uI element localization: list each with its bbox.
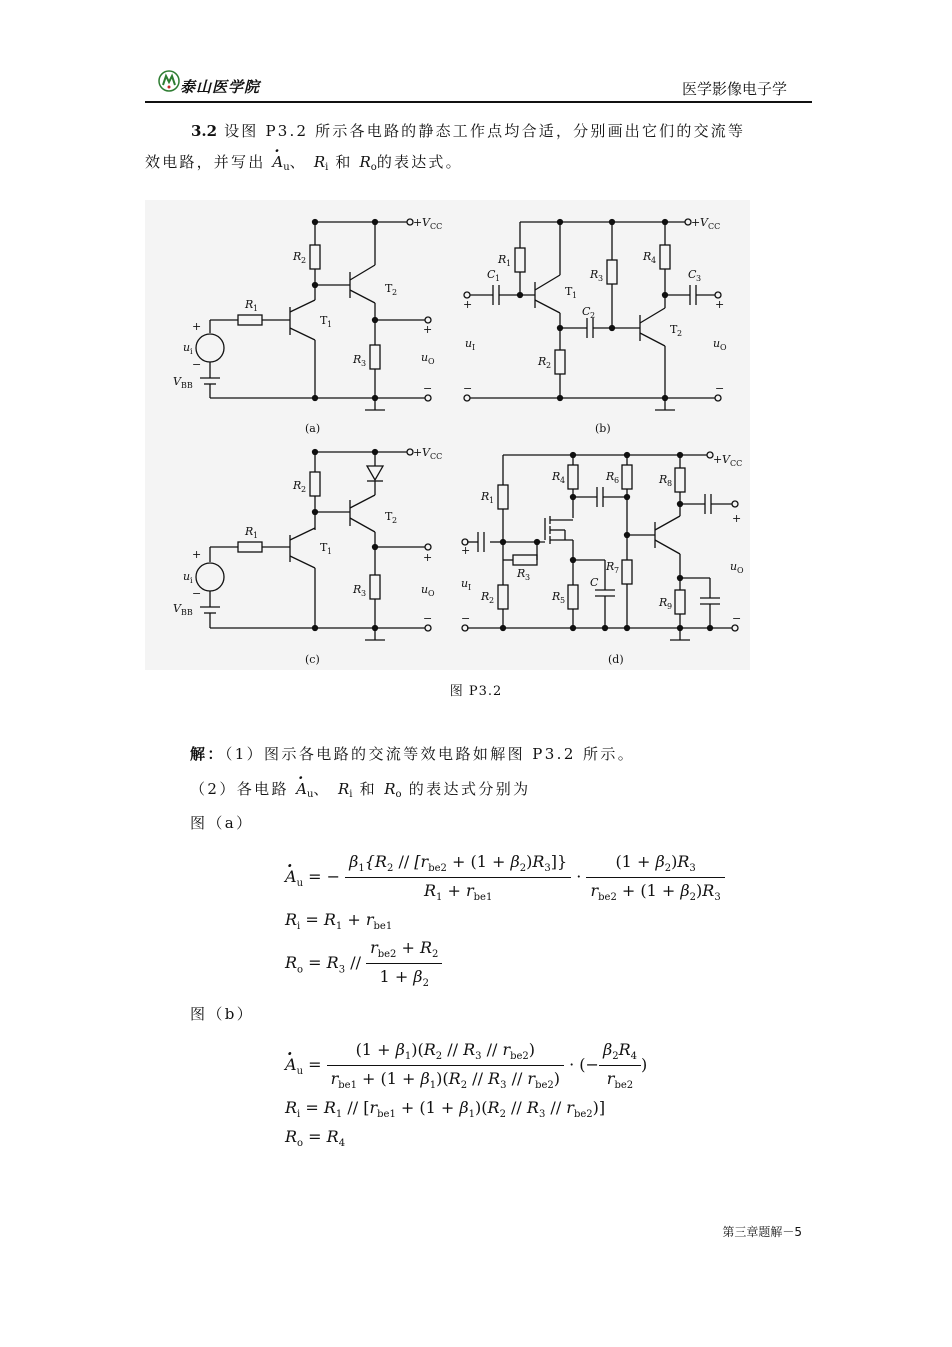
svg-text:T: T [320, 314, 328, 327]
svg-text:−: − [192, 358, 202, 371]
svg-text:u: u [183, 570, 191, 583]
answer-line2a: （2）各电路 [190, 780, 289, 798]
course-title: 医学影像电子学 [681, 80, 787, 98]
page-footer: 第三章题解－5 [722, 1225, 802, 1239]
svg-text:R: R [293, 250, 302, 263]
panel-label-a: (a) [305, 422, 321, 435]
problem-text-line2d: 的表达式。 [376, 153, 463, 171]
svg-text:C: C [582, 305, 591, 318]
answer-line2c: 和 [359, 780, 378, 798]
svg-text:u: u [713, 337, 721, 350]
svg-text:R: R [552, 590, 561, 603]
svg-text:−: − [715, 382, 725, 395]
svg-text:I: I [472, 343, 476, 352]
svg-text:6: 6 [614, 476, 620, 485]
circuit-figure [145, 200, 750, 670]
problem-text-line1: 设图 P3.2 所示各电路的静态工作点均合适，分别画出它们的交流等 [224, 122, 746, 140]
svg-text:5: 5 [560, 596, 566, 605]
svg-text:−: − [732, 612, 742, 625]
svg-text:9: 9 [667, 602, 673, 611]
answer-lead: 解： [190, 745, 225, 763]
svg-text:3: 3 [696, 274, 702, 283]
answer-line2 [190, 778, 531, 800]
panel-label-b: (b) [595, 422, 611, 435]
svg-text:R: R [517, 567, 526, 580]
svg-text:R: R [293, 479, 302, 492]
svg-text:R: R [245, 298, 254, 311]
svg-text:u: u [421, 351, 429, 364]
svg-text:+: + [461, 544, 471, 557]
svg-text:+: + [423, 323, 433, 336]
eq-b-ro: $R_o = R_4$ [285, 1127, 346, 1150]
svg-text:3: 3 [361, 359, 367, 368]
svg-text:V: V [722, 453, 730, 466]
panel-label-c: (c) [305, 653, 320, 666]
svg-text:7: 7 [614, 566, 620, 575]
svg-text:−: − [461, 612, 471, 625]
answer-line1 [190, 743, 635, 764]
svg-text:1: 1 [253, 304, 259, 313]
symbol-ro: $R_o$ [359, 153, 377, 173]
svg-text:O: O [720, 343, 727, 352]
symbol-au: · $A_u$ [272, 147, 289, 183]
svg-text:4: 4 [560, 476, 566, 485]
answer-line1-text: （1）图示各电路的交流等效电路如解图 P3.2 所示。 [224, 745, 636, 763]
svg-text:1: 1 [572, 291, 578, 300]
svg-text:R: R [590, 268, 599, 281]
answer-symbol-ri: $R_i$ [338, 780, 353, 800]
svg-text:T: T [385, 282, 393, 295]
svg-text:2: 2 [489, 596, 495, 605]
svg-text:R: R [538, 355, 547, 368]
svg-text:+: + [713, 453, 723, 466]
answer-symbol-ro: $R_o$ [384, 780, 402, 800]
eq-a-ri: $R_i = R_1 + r_{be1}$ [285, 910, 393, 933]
svg-text:2: 2 [392, 288, 398, 297]
svg-text:+: + [413, 216, 423, 229]
svg-text:T: T [565, 285, 573, 298]
svg-text:2: 2 [546, 361, 552, 370]
eq-b-ri: $R_i = R_1 // [r_{be1} + (1 + \beta_1)(R_2 // R_3 // r_{be2})]$ [285, 1098, 606, 1121]
svg-text:+: + [463, 298, 473, 311]
svg-text:i: i [190, 576, 193, 585]
problem-number: 3.2 [191, 122, 218, 140]
svg-text:BB: BB [181, 608, 193, 617]
svg-text:2: 2 [677, 329, 683, 338]
svg-text:1: 1 [495, 274, 501, 283]
svg-text:+: + [691, 216, 701, 229]
svg-text:+: + [732, 512, 742, 525]
svg-text:−: − [423, 382, 433, 395]
school-name: 泰山医学院 [180, 78, 261, 96]
svg-text:+: + [192, 548, 202, 561]
svg-text:−: − [192, 587, 202, 600]
svg-text:T: T [320, 541, 328, 554]
svg-text:CC: CC [430, 452, 443, 461]
svg-text:1: 1 [327, 320, 333, 329]
svg-text:2: 2 [392, 516, 398, 525]
svg-text:+: + [715, 298, 725, 311]
svg-text:CC: CC [430, 222, 443, 231]
problem-text-line2b: 、 [289, 153, 307, 171]
figure-b-heading: 图（b） [190, 1005, 255, 1023]
svg-text:O: O [428, 589, 435, 598]
svg-text:3: 3 [598, 274, 604, 283]
svg-text:R: R [659, 473, 668, 486]
svg-text:u: u [183, 341, 191, 354]
svg-text:O: O [737, 566, 744, 575]
svg-text:1: 1 [253, 531, 259, 540]
svg-text:+: + [192, 320, 202, 333]
svg-text:1: 1 [506, 259, 512, 268]
svg-text:3: 3 [525, 573, 531, 582]
answer-line2d: 的表达式分别为 [408, 780, 531, 798]
svg-text:u: u [465, 337, 473, 350]
panel-label-d: (d) [608, 653, 624, 666]
svg-text:R: R [606, 470, 615, 483]
svg-text:−: − [463, 382, 473, 395]
svg-text:8: 8 [667, 479, 673, 488]
svg-text:R: R [552, 470, 561, 483]
svg-text:I: I [468, 583, 472, 592]
svg-text:CC: CC [708, 222, 721, 231]
svg-text:CC: CC [730, 459, 743, 468]
svg-text:C: C [688, 268, 697, 281]
eq-b-au: · $A_u$ = $\frac{(1 + \beta_1)(R_2 // R_3 // r_{be2})}{r_{be1} + (1 + \beta_1)(R_2 // R_3 // r_{be2})}$ · (− $\frac{\beta_2R_4}{r_{be2}}$ ) [285, 1040, 647, 1091]
symbol-ri: $R_i$ [313, 153, 329, 173]
answer-symbol-au: · $A_u$ [296, 780, 313, 800]
svg-text:2: 2 [590, 311, 596, 320]
svg-text:−: − [423, 612, 433, 625]
svg-text:R: R [481, 490, 490, 503]
svg-text:C: C [487, 268, 496, 281]
svg-text:R: R [498, 253, 507, 266]
svg-text:u: u [421, 583, 429, 596]
svg-text:3: 3 [361, 589, 367, 598]
eq-a-ro: $R_o = R_3$ // $\frac{r_{be2} + R_2}{1 + \beta_2}$ [285, 938, 442, 989]
problem-statement [145, 116, 810, 183]
svg-text:V: V [422, 446, 430, 459]
svg-text:2: 2 [301, 256, 307, 265]
svg-text:C: C [590, 576, 599, 589]
svg-text:V: V [173, 602, 181, 615]
svg-text:T: T [385, 510, 393, 523]
eq-a-au: · $A_u$ = − $\frac{\beta_1\{R_2 // [r_{be2} + (1 + \beta_2)R_3]\}}{R_1 + r_{be1}}$ · $\frac{(1 + \beta_2)R_3}{r_{be2} + (1 + \beta_2)R_3}$ [285, 852, 725, 903]
svg-text:R: R [353, 353, 362, 366]
svg-text:4: 4 [651, 256, 657, 265]
svg-text:R: R [353, 583, 362, 596]
svg-text:+: + [423, 551, 433, 564]
problem-text-line2c: 和 [335, 153, 353, 171]
svg-text:R: R [643, 250, 652, 263]
figure-caption: 图 P3.2 [449, 684, 503, 699]
svg-text:R: R [245, 525, 254, 538]
svg-text:R: R [606, 560, 615, 573]
svg-text:u: u [461, 577, 469, 590]
svg-text:V: V [700, 216, 708, 229]
figure-a-heading: 图（a） [190, 814, 254, 832]
svg-text:u: u [730, 560, 738, 573]
svg-text:2: 2 [301, 485, 307, 494]
svg-text:BB: BB [181, 381, 193, 390]
answer-line2b: 、 [313, 780, 331, 798]
svg-text:V: V [422, 216, 430, 229]
svg-text:V: V [173, 375, 181, 388]
svg-text:R: R [481, 590, 490, 603]
svg-text:O: O [428, 357, 435, 366]
svg-text:1: 1 [489, 496, 495, 505]
svg-text:T: T [670, 323, 678, 336]
problem-text-line2a: 效电路，并写出 [145, 153, 266, 171]
svg-text:i: i [190, 347, 193, 356]
svg-text:R: R [659, 596, 668, 609]
school-logo-icon [158, 70, 180, 92]
svg-text:+: + [413, 446, 423, 459]
header-rule [145, 101, 812, 103]
svg-text:1: 1 [327, 547, 333, 556]
